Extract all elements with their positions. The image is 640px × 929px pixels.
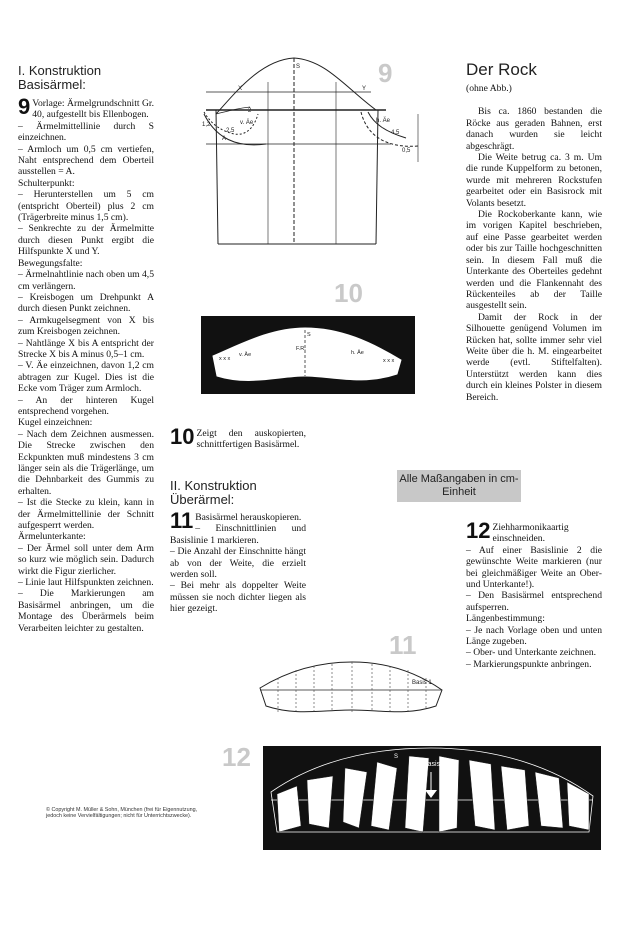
instruction-line: – Nahtlänge X bis A entspricht der Strecke X bis A minus 0,5–1 cm.	[18, 337, 154, 360]
left-column	[18, 64, 154, 634]
instruction-line: – Die Markierungen am Basisärmel anbringen, um die Montage des Überärmels beim Verarbeiten leichter zu gestalten.	[18, 588, 154, 634]
rock-paragraph: Bis ca. 1860 bestanden die Röcke aus geraden Bahnen, erst danach wurden sie leicht abgeschrägt.	[466, 106, 602, 152]
step-number-12: 12	[466, 518, 491, 543]
instruction-line: – Die Anzahl der Einschnitte hängt ab von der Weite, die erzielt werden soll.	[170, 546, 306, 581]
figure-12-label: 12	[222, 742, 251, 772]
instruction-line: – Der Ärmel soll unter dem Arm so kurz wie möglich sein. Dadurch wirkt die Figur zierlicher.	[18, 542, 154, 577]
instruction-line: – Senkrechte zu der Ärmelmitte durch diesen Punkt ergibt die Hilfspunkte X und Y.	[18, 223, 154, 258]
figure-9-label: 9	[378, 58, 393, 88]
fig9-mark-12: 1,2	[202, 122, 211, 128]
instruction-line: – Linie laut Hilfspunkten zeichnen.	[18, 577, 154, 589]
step-10	[170, 424, 306, 451]
instruction-line: – Bei mehr als doppelter Weite müssen sie noch dichter liegen als hier gezeigt.	[170, 580, 306, 615]
fig12-mark-s: S	[394, 754, 399, 760]
rock-paragraph: Damit der Rock in der Silhouette genügend Volumen im Rücken hat, sollte immer sehr viel Weite über die h. M. eingearbeitet werde (evtl. Stiftelfalten). Unterstützt werden kann dies durch ein kleines Polster in diesem Bereich.	[466, 311, 602, 403]
step-number-11: 11	[170, 508, 194, 533]
rock-paragraph: Die Rockoberkante kann, wie im vorigen Kapitel beschrieben, auf eine Passe gearbeitet werden oder bis zur Taille hochgeschnitten sein. In diesem Fall muß die Unterkante des Oberteiles gedehnt werden und die Flankennaht des Rückenteiles ab der Taille ausgestellt sein.	[466, 209, 602, 312]
figure-12-spread-sleeve	[263, 746, 601, 850]
fig10-mark-vae: v. Äe	[239, 352, 252, 358]
right-column-step12	[466, 518, 602, 670]
section-heading-ueberaermel: Überärmel:	[170, 492, 235, 507]
instruction-line: – Ist die Stecke zu klein, kann in der Ärmelmittellinie der Schnitt aufgesperrt werden.	[18, 497, 154, 532]
step-11	[170, 508, 306, 533]
section-heading-konstruktion: I. Konstruktion	[18, 63, 102, 78]
section-heading-konstruktion-2: II. Konstruktion	[170, 478, 257, 493]
instruction-line: – Armloch um 0,5 cm vertiefen, Naht entsprechend dem Oberteil ausstellen = A.	[18, 143, 154, 178]
instruction-line: Kugel einzeichnen:	[18, 417, 93, 429]
fig10-mark-fr: F.R.	[296, 346, 306, 352]
rock-title: Der Rock	[466, 60, 537, 79]
instruction-line: – Kreisbogen um Drehpunkt A durch diesen Punkt zeichnen.	[18, 291, 154, 315]
fig10-mark-xxx-right: x x x	[383, 358, 395, 364]
rock-paragraph: Die Weite betrug ca. 3 m. Um die runde Kuppelform zu betonen, wurde mit mehreren Rockstufen gearbeitet oder ein Basisrock mit Volants besetzt.	[466, 152, 602, 209]
instruction-line: – An der hinteren Kugel entsprechend vorgehen.	[18, 394, 154, 417]
instruction-line: – Je nach Vorlage oben und unten Länge zugeben.	[466, 624, 602, 648]
rock-subtitle: (ohne Abb.)	[466, 83, 512, 94]
instruction-line: – Auf einer Basislinie 2 die gewünschte Weite markieren (nur bei gleichmäßiger Weite an Ober- und Unterkante!).	[466, 544, 602, 591]
fig9-mark-y: Y	[362, 86, 367, 92]
instruction-line: – Ober- und Unterkante zeichnen.	[466, 647, 597, 659]
instruction-line: Längenbestimmung:	[466, 613, 545, 625]
instruction-line: Bewegungsfalte:	[18, 257, 83, 269]
instruction-line: – Nach dem Zeichnen ausmessen. Die Strecke zwischen den Eckpunkten muß mindestens 3 cm länger sein als die Trägerlänge, um die Dehnbarkeit des Gummis zu erhalten.	[18, 428, 154, 497]
units-note: Alle Maßangaben in cm-Einheit	[397, 470, 521, 502]
section-heading-basisaermel: Basisärmel:	[18, 77, 86, 92]
fig10-mark-xxx-left: x x x	[219, 356, 231, 362]
right-column-rock	[466, 60, 602, 403]
instruction-line: – Den Basisärmel entsprechend aufsperren.	[466, 590, 602, 613]
fig9-mark-45: 4,5	[391, 130, 400, 136]
fig9-mark-hae: h. Äe	[376, 118, 391, 124]
instruction-line: Ärmelunterkante:	[18, 531, 86, 543]
figure-10-base-sleeve	[201, 316, 415, 394]
instruction-line: – V. Äe einzeichnen, davon 1,2 cm abtragen zur Kugel. Dies ist die Ecke vom Träger zum Armloch.	[18, 360, 154, 395]
fig11-basis-1: Basis 1	[412, 680, 432, 686]
instruction-line: – Armkugelsegment von X bis zum Kreisbogen zeichnen.	[18, 314, 154, 338]
fig9-mark-a: A	[222, 136, 227, 142]
figure-11-label: 11	[389, 630, 417, 660]
fig10-mark-s: S	[307, 332, 311, 338]
instruction-line: – Markierungspunkte anbringen.	[466, 658, 592, 670]
fig9-mark-25: 2,5	[226, 128, 235, 134]
fig12-basis-2: Basis 2	[423, 761, 446, 768]
fig9-mark-x: X	[238, 86, 243, 92]
figure-10-label: 10	[334, 278, 363, 308]
instruction-line: – Ärmelnahtlinie nach oben um 4,5 cm verlängern.	[18, 269, 154, 292]
step-number-10: 10	[170, 424, 195, 449]
step-9-intro	[18, 94, 154, 121]
instruction-line: – Herunterstellen um 5 cm (entspricht Oberteil) plus 2 cm (Trägerbreite minus 1,5 cm).	[18, 189, 154, 224]
figure-9-sleeve-construction	[196, 52, 426, 252]
middle-column-ueberaermel	[170, 479, 306, 615]
fig12-mark-xxx: x x x	[571, 810, 582, 816]
copyright-notice: © Copyright M. Müller & Sohn, München (frei für Eigennutzung, jedoch keine Vervielfältigungen; nicht für Unterrichtszwecke).	[46, 807, 198, 820]
instruction-line: Ziehharmonikaartig einschneiden.	[492, 522, 569, 545]
fig10-mark-hae: h. Äe	[351, 350, 364, 356]
step-10-text: Zeigt den auskopierten, schnittfertigen Basisärmel.	[196, 428, 306, 451]
fig9-mark-05: 0,5	[402, 148, 411, 154]
step-12	[466, 518, 602, 545]
instruction-line: Schulterpunkt:	[18, 177, 75, 189]
instruction-line: – Ärmelmittellinie durch S einzeichnen.	[18, 120, 154, 144]
instruction-line: Basisärmel herauskopieren.	[195, 512, 302, 523]
fig12-mark-60: 60	[569, 800, 576, 806]
middle-column-step10	[170, 424, 306, 451]
fig9-mark-vae: v. Äe	[240, 120, 254, 126]
instruction-line: – Einschnittlinien und Basislinie 1 markieren.	[170, 523, 306, 546]
instruction-line: Vorlage: Ärmelgrundschnitt Gr. 40, aufgestellt bis Ellenbogen.	[32, 98, 154, 121]
step-number-9: 9	[18, 94, 31, 119]
figure-11-marked-sleeve	[256, 654, 446, 726]
fig9-mark-2: 2	[248, 108, 252, 114]
fig9-mark-s: S	[296, 64, 301, 70]
